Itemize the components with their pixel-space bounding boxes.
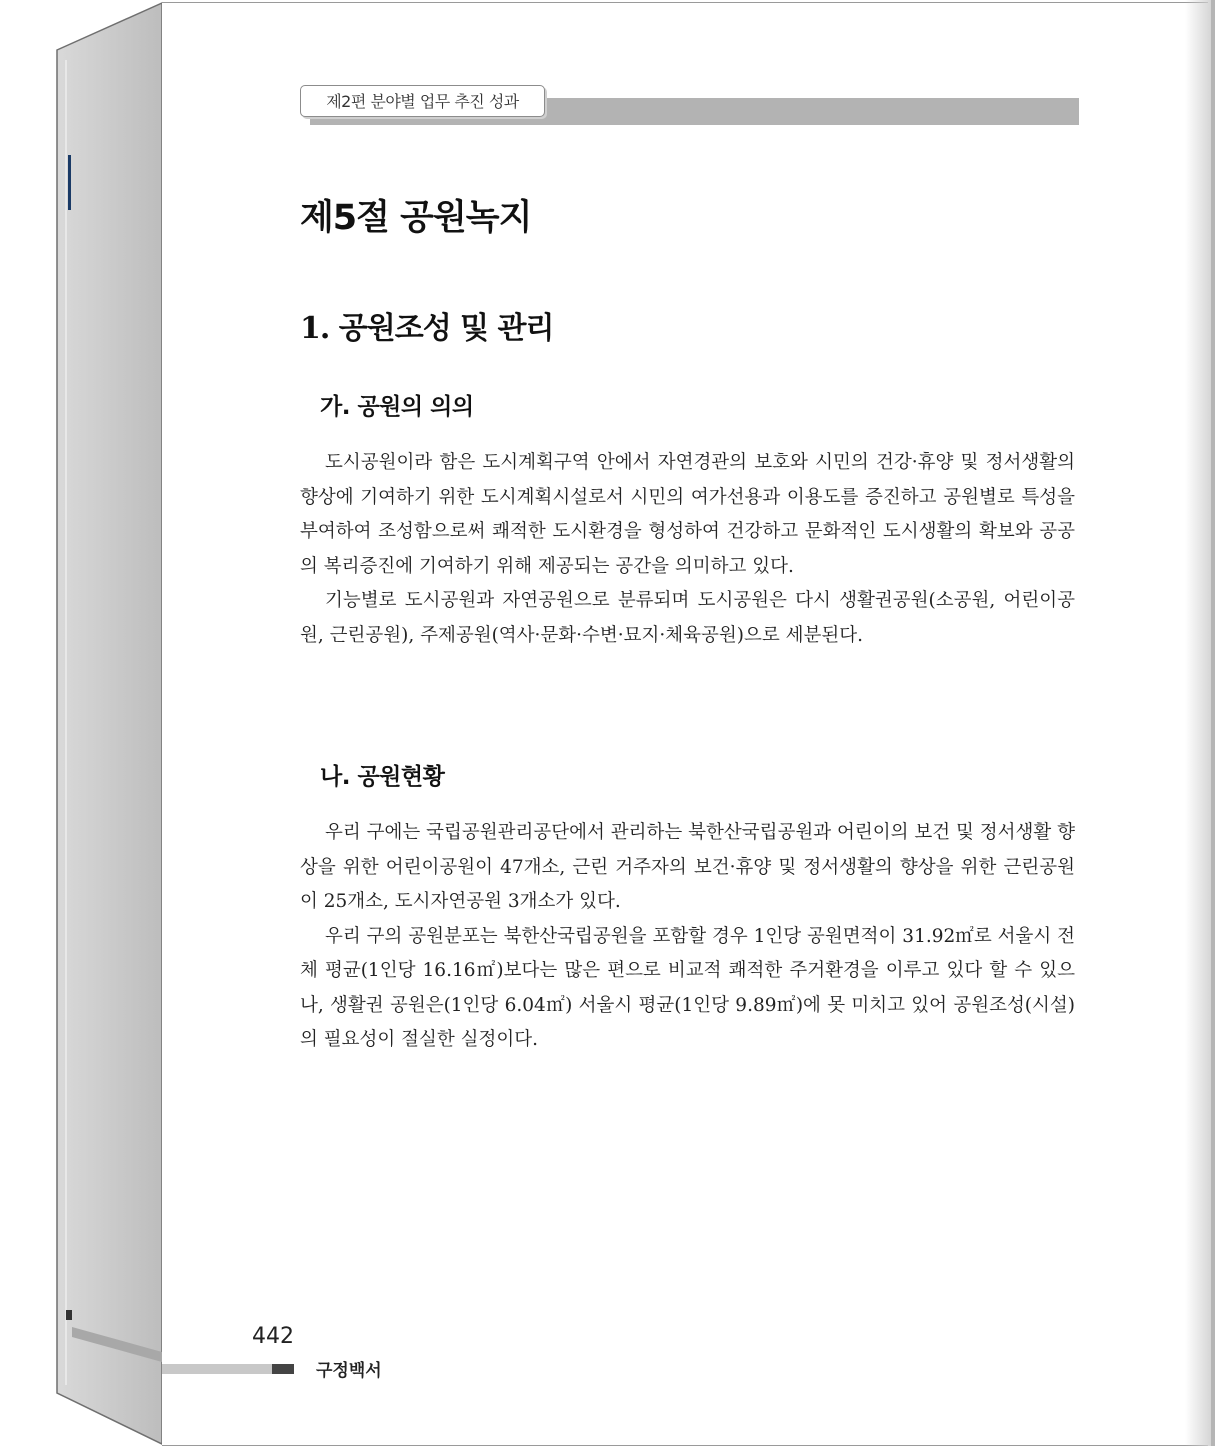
subsection-body <box>300 816 1075 1058</box>
paragraph: 우리 구의 공원분포는 북한산국립공원을 포함할 경우 1인당 공원면적이 31.92㎡로 서울시 전체 평균(1인당 16.16㎡)보다는 많은 편으로 비교적 쾌적한 주거환경을 이루고 있다 할 수 있으나, 생활권 공원은(1인당 6.04㎡) 서울시 평균(1인당 9.89㎡)에 못 미치고 있어 공원조성(시설)의 필요성이 절실한 실정이다. <box>300 925 1075 1050</box>
page-edge <box>1211 0 1215 1446</box>
footer-bar <box>162 1364 272 1374</box>
subsection-body <box>300 446 1075 653</box>
footer-bar-marker <box>272 1364 294 1374</box>
footer-book-title: 구정백서 <box>316 1361 382 1381</box>
running-header: 제2편 분야별 업무 추진 성과 <box>300 85 545 117</box>
page-number: 442 <box>252 1324 294 1349</box>
subsection-title: 나. 공원현황 <box>320 764 445 790</box>
book-spine-graphic <box>0 0 170 1446</box>
section-title: 제5절 공원녹지 <box>300 198 532 238</box>
heading-1: 1. 공원조성 및 관리 <box>300 311 554 346</box>
paragraph: 기능별로 도시공원과 자연공원으로 분류되며 도시공원은 다시 생활권공원(소공원, 어린이공원, 근린공원), 주제공원(역사·문화·수변·묘지·체육공원)으로 세분된다. <box>300 590 1075 646</box>
book-spine <box>0 0 170 1446</box>
paragraph: 도시공원이라 함은 도시계획구역 안에서 자연경관의 보호와 시민의 건강·휴양 및 정서생활의 향상에 기여하기 위한 도시계획시설로서 시민의 여가선용과 이용도를 증진하고 공원별로 특성을 부여하여 조성함으로써 쾌적한 도시환경을 형성하여 건강하고 문화적인 도시생활의 확보와 공공의 복리증진에 기여하기 위해 제공되는 공간을 의미하고 있다. <box>300 452 1075 577</box>
subsection-title: 가. 공원의 의의 <box>320 394 474 420</box>
paragraph: 우리 구에는 국립공원관리공단에서 관리하는 북한산국립공원과 어린이의 보건 및 정서생활 향상을 위한 어린이공원이 47개소, 근린 거주자의 보건·휴양 및 정서생활의 향상을 위한 근린공원이 25개소, 도시자연공원 3개소가 있다. <box>300 822 1075 912</box>
